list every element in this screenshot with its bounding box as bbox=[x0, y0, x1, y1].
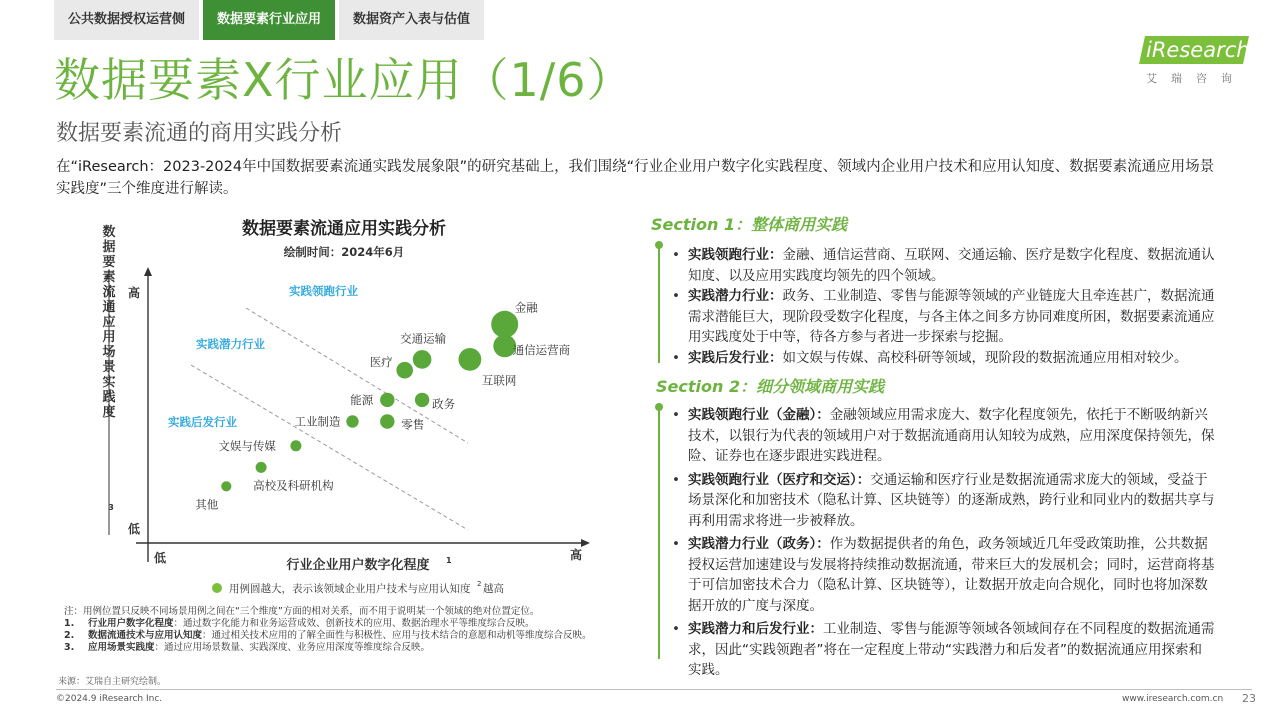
section2-list bbox=[670, 405, 1215, 681]
axis-x-low: 低 bbox=[153, 551, 167, 565]
section2-item-label: 实践领跑行业（金融）： bbox=[688, 407, 830, 423]
data-point-label-12: 其他 bbox=[195, 497, 219, 512]
section2-item bbox=[670, 405, 1215, 467]
section1-line bbox=[658, 245, 660, 363]
section1-item-text: 政务、工业制造、零售与能源等领域的产业链庞大且牵连甚广，数据流通需求潜能巨大，现阶段受数字化程度，与各主体之间多方协同难度所困，数据要素流通应用实践度处于中等，待各方参与者进一步探索与挖掘。 bbox=[688, 288, 1215, 345]
legend-tail: 越高 bbox=[483, 583, 504, 595]
data-point-11 bbox=[256, 462, 267, 473]
x-axis-title-sup: 1 bbox=[446, 556, 452, 565]
y-axis-title: 数据要素流通应用场景实践度 bbox=[99, 224, 115, 420]
axis-y-high: 高 bbox=[127, 286, 141, 300]
scatter-chart bbox=[56, 205, 636, 600]
copyright: ©2024.9 iResearch Inc. bbox=[56, 694, 163, 704]
footnote-body bbox=[88, 630, 592, 642]
section2-item bbox=[670, 619, 1215, 681]
section2-item-label: 实践领跑行业（医疗和交运）： bbox=[688, 471, 871, 488]
footnote-item bbox=[64, 642, 644, 654]
section1-item bbox=[670, 245, 1215, 286]
data-point-label-9: 工业制造 bbox=[294, 414, 341, 429]
section1-item-text: 金融、通信运营商、互联网、交通运输、医疗是数字化程度、数据流通认知度、以及应用实践度均领先的四个领域。 bbox=[688, 247, 1215, 284]
data-point-label-6: 能源 bbox=[350, 392, 374, 407]
footer-divider bbox=[56, 689, 1252, 690]
section1-item-label: 实践潜力行业： bbox=[688, 288, 783, 304]
data-point-9 bbox=[346, 415, 358, 427]
section2-item-text: 金融领域应用需求庞大、数字化程度领先，依托于不断吸纳新兴技术，以银行为代表的领域用户对于数据流通商用认知较为成熟，应用深度保持领先，保险、证券也在逐步跟进实践进程。 bbox=[688, 407, 1215, 464]
data-point-10 bbox=[290, 440, 301, 451]
tab-industry-application[interactable]: 数据要素行业应用 bbox=[203, 0, 335, 40]
section2-item-text: 交通运输和医疗行业是数据流通需求庞大的领域，受益于场景深化和加密技术（隐私计算、区块链等）的逐渐成熟，跨行业和同业内的数据共享与再利用需求将进一步被释放。 bbox=[688, 471, 1215, 529]
intro-paragraph: 在“iResearch：2023-2024年中国数据要素流通实践发展象限”的研究基础上，我们围绕“行业企业用户数字化实践程度、领域内企业用户技术和应用认知度、数据要素流通应用场景实践度”三个维度进行解读。 bbox=[56, 159, 1215, 197]
section1-list bbox=[670, 245, 1215, 368]
x-axis-title: 行业企业用户数字化程度 bbox=[286, 558, 430, 573]
footnote-num: 1. bbox=[64, 618, 75, 629]
legend-dot bbox=[212, 583, 222, 593]
data-point-label-3: 互联网 bbox=[481, 373, 517, 388]
data-point-6 bbox=[380, 393, 394, 407]
footnote-term: 应用场景实践度 bbox=[88, 642, 155, 653]
legend-sup: 2 bbox=[477, 580, 482, 588]
page-subtitle: 数据要素流通的商用实践分析 bbox=[56, 121, 343, 146]
data-point-label-1: 金融 bbox=[514, 300, 538, 315]
section2-item bbox=[670, 534, 1215, 616]
footnote-text: ：通过相关技术应用的了解全面性与积极性、应用与技术结合的意愿和动机等维度综合反映。 bbox=[202, 630, 592, 641]
zone-label-potential: 实践潜力行业 bbox=[196, 337, 265, 351]
x-axis-arrow bbox=[581, 539, 590, 547]
chart-date: 绘制时间：2024年6月 bbox=[283, 245, 405, 259]
section2-item-label: 实践潜力和后发行业： bbox=[688, 621, 823, 637]
section2-item-text: 工业制造、零售与能源等领域各领域间存在不同程度的数据流通需求，因此“实践领跑者”将在一定程度上带动“实践潜力和后发者”的数据流通应用探索和实践。 bbox=[688, 621, 1215, 678]
footnote-intro: 注：用例位置只反映不同场景用例之间在“三个维度”方面的相对关系，而不用于说明某一个领域的绝对位置定位。 bbox=[64, 606, 540, 617]
data-point-label-11: 高校及科研机构 bbox=[253, 478, 334, 493]
section1-heading: Section 1：整体商用实践 bbox=[651, 215, 848, 234]
footnote-text: ：通过数字化能力和业务运营成效、创新技术的应用、数据治理水平等维度综合反映。 bbox=[173, 618, 535, 629]
top-tabs bbox=[54, 0, 484, 40]
footnote-body bbox=[88, 642, 430, 654]
footnote-body bbox=[88, 618, 535, 630]
legend-text: 用例圆越大，表示该领域企业用户技术与应用认知度 bbox=[229, 583, 471, 595]
footnote-num: 3. bbox=[64, 642, 75, 653]
page-number: 23 bbox=[1242, 692, 1256, 705]
footnote-item bbox=[64, 618, 644, 630]
footnotes bbox=[64, 606, 644, 654]
y-axis-title-sup: 3 bbox=[108, 503, 114, 512]
section2-item-text: 作为数据提供者的角色，政务领域近几年受政策助推，公共数据授权运营加速建设与发展将持续推动数据流通，带来巨大的发展机会；同时，运营商将基于可信加密技术合力（隐私计算、区块链等），让数据开放走向合规化，同时也将加深数据开放的广度与深度。 bbox=[688, 536, 1215, 614]
footnote-text: ：通过应用场景数量、实践深度、业务应用深度等维度综合反映。 bbox=[154, 642, 431, 653]
data-point-1 bbox=[491, 311, 518, 338]
y-axis-arrow bbox=[144, 267, 152, 276]
points-layer bbox=[195, 300, 570, 511]
tab-public-data-operation[interactable]: 公共数据授权运营侧 bbox=[54, 0, 199, 40]
section1-item-label: 实践后发行业： bbox=[688, 349, 783, 366]
section2-heading: Section 2：细分领域商用实践 bbox=[656, 377, 885, 396]
footnote-term: 数据流通技术与应用认知度 bbox=[88, 630, 203, 641]
section1-item-label: 实践领跑行业： bbox=[688, 247, 783, 263]
section1-item bbox=[670, 286, 1215, 348]
data-point-label-7: 政务 bbox=[432, 396, 456, 411]
section2-line bbox=[658, 407, 660, 659]
section2-item-label: 实践潜力行业（政务）： bbox=[688, 536, 830, 552]
logo-brand: iResearch bbox=[1146, 38, 1250, 62]
section2-item bbox=[670, 470, 1215, 532]
iresearch-logo bbox=[1136, 30, 1252, 86]
data-point-label-8: 零售 bbox=[401, 417, 425, 432]
footnote-num: 2. bbox=[64, 630, 75, 641]
data-point-label-5: 医疗 bbox=[369, 355, 393, 370]
axis-x-high: 高 bbox=[569, 548, 583, 562]
section1-item bbox=[670, 348, 1215, 369]
data-point-8 bbox=[380, 414, 394, 428]
source-note: 来源：艾瑞自主研究绘制。 bbox=[58, 677, 167, 687]
data-point-3 bbox=[459, 348, 482, 371]
data-point-12 bbox=[221, 481, 231, 491]
footnote-term: 行业用户数字化程度 bbox=[88, 618, 174, 629]
tab-data-asset-valuation[interactable]: 数据资产入表与估值 bbox=[339, 0, 484, 40]
website-link[interactable]: www.iresearch.com.cn bbox=[1122, 694, 1224, 704]
zone-label-lagging: 实践后发行业 bbox=[168, 415, 237, 429]
data-point-label-4: 交通运输 bbox=[400, 331, 447, 346]
data-point-label-10: 文娱与传媒 bbox=[218, 438, 276, 453]
data-point-label-2: 通信运营商 bbox=[512, 342, 571, 357]
chart-title: 数据要素流通应用实践分析 bbox=[242, 219, 446, 239]
axis-y-low: 低 bbox=[127, 522, 141, 536]
section1-item-text: 如文娱与传媒、高校科研等领域，现阶段的数据流通应用相对较少。 bbox=[782, 349, 1188, 366]
data-point-5 bbox=[396, 362, 413, 379]
logo-subtitle: 艾瑞咨询 bbox=[1146, 72, 1246, 85]
zone-label-leading: 实践领跑行业 bbox=[289, 284, 358, 298]
page-title: 数据要素X行业应用（1/6） bbox=[54, 53, 634, 107]
footnote-item bbox=[64, 630, 644, 642]
data-point-4 bbox=[413, 350, 432, 369]
data-point-7 bbox=[415, 393, 429, 407]
